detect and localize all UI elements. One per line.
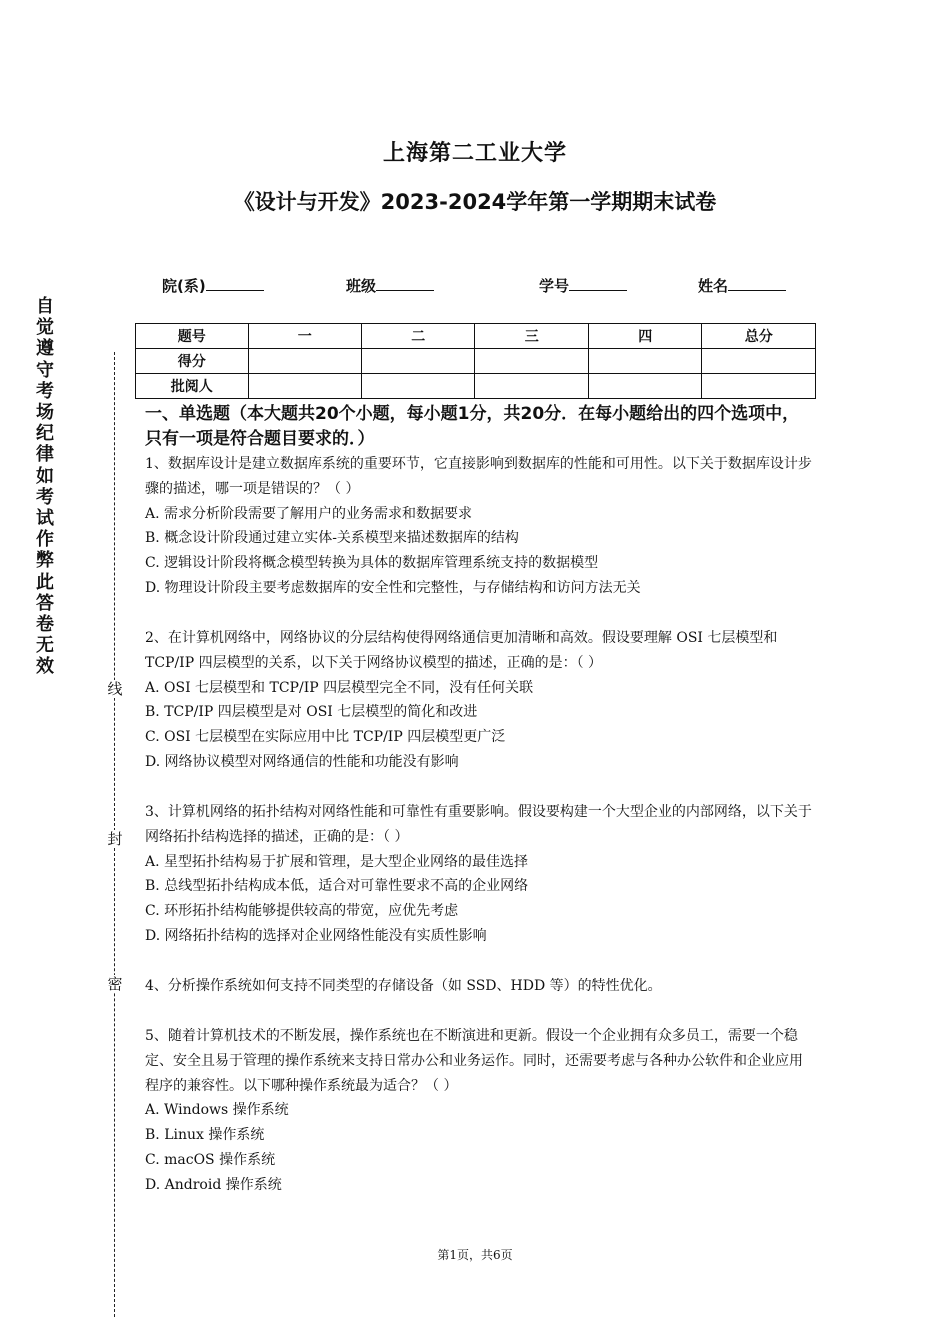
question-2 — [145, 626, 813, 775]
table-header-cell: 四 — [588, 324, 701, 349]
question-option: A. Windows 操作系统 — [145, 1102, 289, 1119]
score-cell — [588, 349, 701, 374]
table-header-cell: 一 — [248, 324, 361, 349]
seal-mark-line: 线 — [107, 680, 123, 698]
notice-char: 答 — [36, 592, 54, 614]
department-blank — [206, 276, 264, 291]
question-stem: 5、随着计算机技术的不断发展，操作系统也在不断演进和更新。假设一个企业拥有众多员工，需要一个稳定、安全且易于管理的操作系统来支持日常办公和业务运作。同时，还需要考虑与各种办公软件和企业应用程序的兼容性。以下哪种操作系统最为适合？（ ） — [145, 1028, 803, 1094]
notice-char: 觉 — [36, 317, 54, 339]
question-option: D. Android 操作系统 — [145, 1176, 282, 1193]
row-label-score: 得分 — [136, 349, 249, 374]
notice-char: 纪 — [36, 423, 54, 445]
question-option: A. 需求分析阶段需要了解用户的业务需求和数据要求 — [145, 505, 473, 522]
student-id-blank — [569, 276, 627, 291]
notice-char: 卷 — [36, 614, 54, 636]
notice-char: 考 — [36, 380, 54, 402]
grader-cell — [702, 374, 816, 399]
name-field — [698, 275, 786, 296]
notice-char: 自 — [36, 296, 54, 317]
question-4 — [145, 974, 813, 999]
notice-char: 此 — [36, 571, 54, 593]
question-option: B. Linux 操作系统 — [145, 1127, 265, 1144]
class-label: 班级 — [346, 277, 377, 295]
question-option: A. 星型拓扑结构易于扩展和管理，是大型企业网络的最佳选择 — [145, 853, 529, 870]
department-label: 院(系) — [162, 277, 206, 295]
question-option: C. 环形拓扑结构能够提供较高的带宽，应优先考虑 — [145, 903, 459, 920]
university-title: 上海第二工业大学 — [382, 141, 567, 166]
name-blank — [728, 276, 786, 291]
notice-char: 遵 — [36, 338, 54, 360]
notice-char: 效 — [36, 656, 54, 678]
seal-mark-secret: 密 — [107, 975, 123, 993]
question-3 — [145, 800, 813, 949]
grader-cell — [475, 374, 588, 399]
department-field — [162, 275, 264, 296]
question-stem: 2、在计算机网络中，网络协议的分层结构使得网络通信更加清晰和高效。假设要理解 OSI 七层模型和 TCP/IP 四层模型的关系，以下关于网络协议模型的描述，正确的是：（ ） — [145, 630, 778, 671]
question-option: D. 网络拓扑结构的选择对企业网络性能没有实质性影响 — [145, 927, 487, 944]
class-blank — [376, 276, 434, 291]
section-heading: 一、单选题（本大题共20个小题，每小题1分，共20分．在每小题给出的四个选项中，只有一项是符合题目要求的．） — [145, 404, 800, 449]
question-stem: 4、分析操作系统如何支持不同类型的存储设备（如 SSD、HDD 等）的特性优化。 — [145, 978, 662, 994]
notice-char: 场 — [36, 402, 54, 424]
question-1 — [145, 452, 813, 601]
score-table-score-row — [136, 349, 816, 374]
score-table-grader-row — [136, 374, 816, 399]
notice-char: 弊 — [36, 550, 54, 572]
question-option: A. OSI 七层模型和 TCP/IP 四层模型完全不同，没有任何关联 — [145, 679, 534, 696]
notice-char: 考 — [36, 486, 54, 508]
grader-cell — [588, 374, 701, 399]
table-header-cell: 三 — [475, 324, 588, 349]
exam-discipline-notice — [32, 296, 58, 678]
question-option: B. TCP/IP 四层模型是对 OSI 七层模型的简化和改进 — [145, 704, 478, 721]
notice-char: 律 — [36, 444, 54, 466]
question-option: C. macOS 操作系统 — [145, 1151, 276, 1168]
grader-cell — [361, 374, 474, 399]
score-cell — [702, 349, 816, 374]
question-5 — [145, 1024, 813, 1198]
class-field — [346, 275, 434, 296]
table-header-cell: 题号 — [136, 324, 249, 349]
score-cell — [361, 349, 474, 374]
question-option: C. 逻辑设计阶段将概念模型转换为具体的数据库管理系统支持的数据模型 — [145, 555, 599, 572]
seal-mark-seal: 封 — [107, 830, 123, 848]
question-option: C. OSI 七层模型在实际应用中比 TCP/IP 四层模型更广泛 — [145, 729, 506, 746]
score-cell — [475, 349, 588, 374]
notice-char: 作 — [36, 529, 54, 551]
name-label: 姓名 — [698, 277, 729, 295]
notice-char: 守 — [36, 359, 54, 381]
table-header-cell: 总分 — [702, 324, 816, 349]
question-stem: 1、数据库设计是建立数据库系统的重要环节，它直接影响到数据库的性能和可用性。以下关于数据库设计步骤的描述，哪一项是错误的？（ ） — [145, 456, 812, 497]
row-label-grader: 批阅人 — [136, 374, 249, 399]
score-cell — [248, 349, 361, 374]
grader-cell — [248, 374, 361, 399]
question-option: D. 网络协议模型对网络通信的性能和功能没有影响 — [145, 753, 459, 770]
exam-title: 《设计与开发》2023-2024学年第一学期期末试卷 — [233, 190, 717, 214]
score-table-header-row — [136, 324, 816, 349]
student-id-field — [539, 275, 627, 296]
score-table — [135, 323, 816, 399]
question-option: D. 物理设计阶段主要考虑数据库的安全性和完整性，与存储结构和访问方法无关 — [145, 579, 641, 596]
question-option: B. 总线型拓扑结构成本低，适合对可靠性要求不高的企业网络 — [145, 878, 529, 895]
student-id-label: 学号 — [539, 277, 570, 295]
table-header-cell: 二 — [361, 324, 474, 349]
page-number: 第1页，共6页 — [437, 1248, 513, 1262]
question-option: B. 概念设计阶段通过建立实体-关系模型来描述数据库的结构 — [145, 530, 519, 547]
notice-char: 如 — [36, 465, 54, 487]
notice-char: 试 — [36, 508, 54, 530]
question-stem: 3、计算机网络的拓扑结构对网络性能和可靠性有重要影响。假设要构建一个大型企业的内部网络，以下关于网络拓扑结构选择的描述，正确的是：（ ） — [145, 804, 812, 845]
notice-char: 无 — [36, 635, 54, 657]
